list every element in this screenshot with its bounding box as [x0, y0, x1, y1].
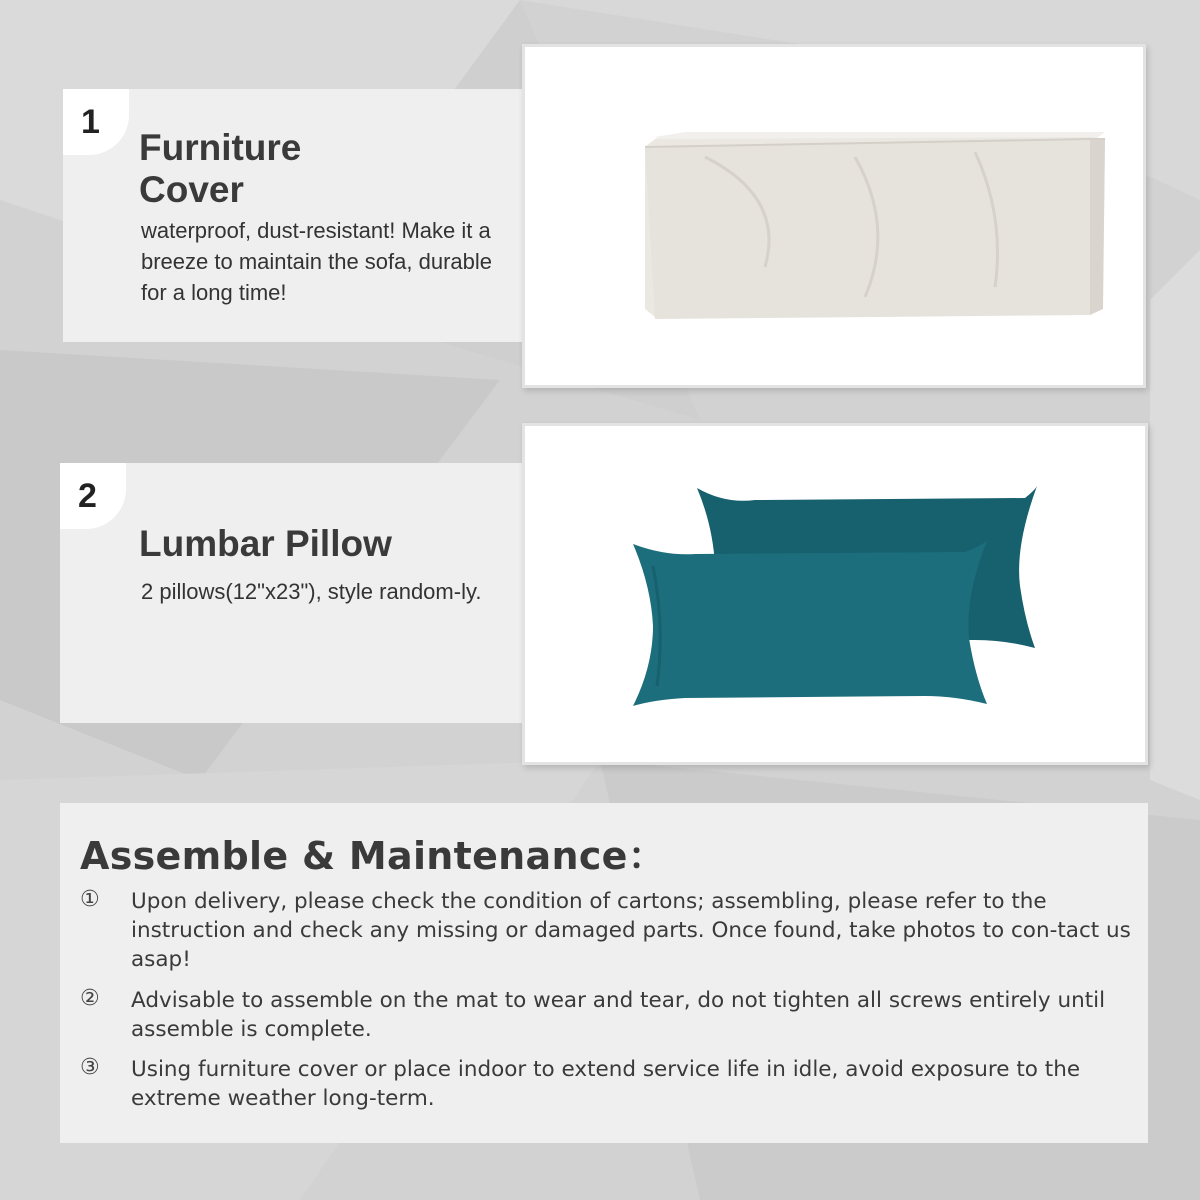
section-title — [139, 127, 301, 211]
title-line-1: Furniture — [139, 127, 302, 168]
section-number: 2 — [78, 477, 97, 515]
section-lumbar-pillow — [60, 463, 530, 723]
lumbar-pillow-image — [525, 426, 1145, 762]
item-marker: ③ — [80, 1055, 100, 1080]
item-text: Advisable to assemble on the mat to wear and tear, do not tighten all screws entirely until assemble is complete. — [131, 988, 1106, 1042]
section-description: 2 pillows(12"x23"), style random-ly. — [141, 579, 482, 604]
maintenance-title: Assemble & Maintenance： — [80, 834, 667, 878]
lumbar-pillow-photo — [522, 423, 1148, 765]
furniture-cover-image — [525, 47, 1143, 385]
furniture-cover-photo — [522, 44, 1146, 388]
section-title: Lumbar Pillow — [139, 523, 392, 564]
number-tab — [60, 463, 126, 529]
title-line-2: Cover — [139, 169, 244, 210]
item-text: Using furniture cover or place indoor to extend service life in idle, avoid exposure to the extreme weather long-term. — [131, 1057, 1081, 1111]
section-furniture-cover — [63, 89, 533, 342]
item-marker: ① — [80, 887, 100, 912]
section-description: waterproof, dust-resistant! Make it a breeze to maintain the sofa, durable for a long time! — [141, 218, 493, 305]
item-text: Upon delivery, please check the condition of cartons; assembling, please refer to the instruction and check any missing or damaged parts. Once found, take photos to con-tact us asap! — [131, 889, 1131, 972]
item-marker: ② — [80, 986, 100, 1011]
section-number: 1 — [81, 103, 100, 141]
number-tab — [63, 89, 129, 155]
